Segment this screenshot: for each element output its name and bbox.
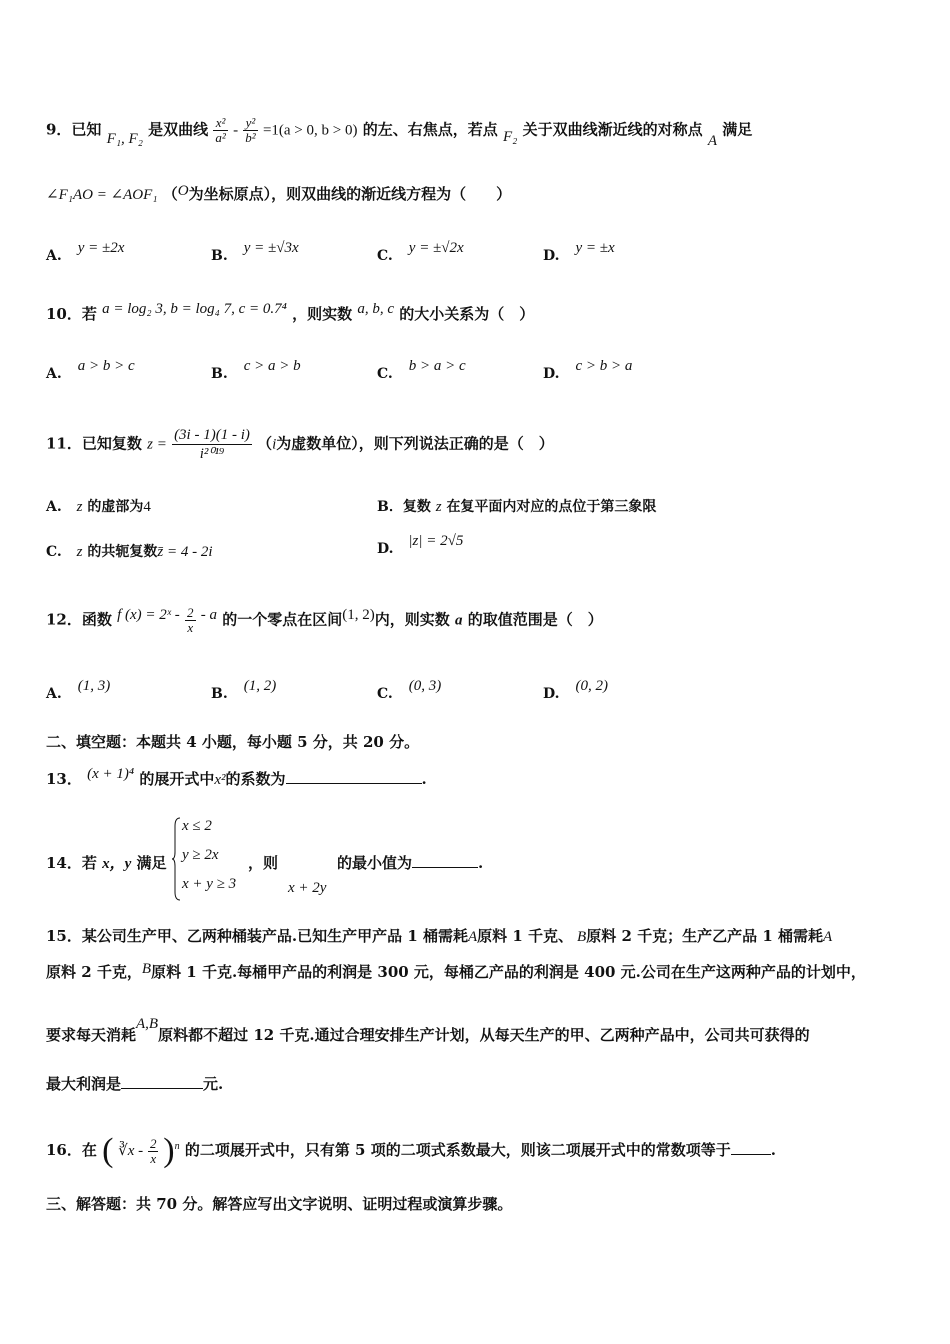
q12-option-d[interactable] xyxy=(543,678,609,703)
option-label: C. xyxy=(377,686,393,702)
brace-icon xyxy=(172,816,182,902)
q11-option-c[interactable]: C. z 的共轭复数z̄ = 4 - 2i xyxy=(46,544,213,560)
q16-stem: 16．在 ( ∛x - $\frac{2}{x}$ )$^n$ 的二项展开式中，只有第 5 项的二项式系数最大，则该二项展开式中的常数项等于 . xyxy=(46,1132,776,1169)
option-value: y = ±√2x xyxy=(408,240,464,256)
option-label: D. xyxy=(543,366,560,382)
q10-option-c[interactable] xyxy=(377,358,466,383)
q12-fraction: $\frac{2}{x}$ xyxy=(187,605,194,635)
q10-option-b[interactable] xyxy=(211,358,301,383)
q13-answer-blank[interactable] xyxy=(286,783,422,784)
q10-stem: 10．若 a = log₂ 3, b = log₄ 7, c = 0.7⁴ ，则实数 a, b, c 的大小关系为（ ） xyxy=(46,301,535,323)
q12-option-a[interactable] xyxy=(46,678,111,703)
q11-fraction: $\frac{(3i - 1)(1 - i)}{\text{i²⁰¹⁹}}$ xyxy=(174,427,250,462)
option-label: C. xyxy=(377,248,393,264)
q9-option-c[interactable] xyxy=(377,240,464,265)
option-value: b > a > c xyxy=(408,358,466,374)
q15-line4: 最大利润是 元. xyxy=(46,1075,224,1093)
q9-foci: F₁, F₂ xyxy=(106,130,143,147)
option-value: y = ±√3x xyxy=(243,240,299,256)
option-label: A. xyxy=(46,366,62,382)
q9-line1: 9．已知 F₁, F₂ 是双曲线 $\frac{\text{x²}}{\text{a²}}$ - $\frac{\text{y²}}{\text{b²}}$ =1(a > 0, b > 0) 的左、右焦点，若点 F₂ 关于双曲线渐近线的对称点 A 满足 xyxy=(46,115,753,149)
option-value: y = ±x xyxy=(575,240,615,256)
option-value: (1, 3) xyxy=(77,678,111,694)
q10-option-d[interactable] xyxy=(543,358,633,383)
q15-answer-blank[interactable] xyxy=(121,1088,203,1089)
option-value: (0, 3) xyxy=(408,678,442,694)
q11-option-a[interactable]: A. z 的虚部为4 xyxy=(46,499,151,515)
q14-constraints: x ≤ 2 y ≥ 2x x + y ≥ 3 xyxy=(172,816,242,902)
q15-line3: 要求每天消耗A,B原料都不超过 12 千克.通过合理安排生产计划，从每天生产的甲、乙两种产品中，公司共可获得的 xyxy=(46,1016,810,1044)
option-value: (1, 2) xyxy=(243,678,277,694)
option-label: D. xyxy=(543,248,560,264)
option-label: D. xyxy=(543,686,560,702)
q11-stem: 11．已知复数 z = $\frac{(3i - 1)(1 - i)}{\text{i²⁰¹⁹}}$ （i为虚数单位），则下列说法正确的是（ ） xyxy=(46,427,554,462)
q14-tail: 的最小值为 . xyxy=(337,854,484,872)
q9-fraction-y: $\frac{\text{y²}}{\text{b²}}$ xyxy=(245,115,256,145)
q16-binomial: ( ∛x - $\frac{2}{x}$ )$^n$ xyxy=(102,1132,180,1169)
option-label: A. xyxy=(46,686,62,702)
option-value: c > b > a xyxy=(575,358,633,374)
q9-option-d[interactable] xyxy=(543,240,615,265)
q15-line2: 原料 2 千克，B原料 1 千克.每桶甲产品的利润是 300 元，每桶乙产品的利润是 400 元.公司在生产这两种产品的计划中， xyxy=(46,961,866,981)
q14-answer-blank[interactable] xyxy=(412,867,478,868)
option-label: A. xyxy=(46,248,62,264)
q9-eq: =1(a > 0, b > 0) xyxy=(262,122,358,139)
option-value: a > b > c xyxy=(77,358,135,374)
q12-option-c[interactable] xyxy=(377,678,442,703)
q9-option-b[interactable] xyxy=(211,240,299,265)
q14-stem: 14．若 x，y 满足 xyxy=(46,854,167,872)
q12-stem: 12．函数 f (x) = 2ˣ - $\frac{2}{x}$ - a 的一个零点在区间(1, 2)内，则实数 a 的取值范围是（ ） xyxy=(46,605,603,635)
q16-answer-blank[interactable] xyxy=(731,1154,771,1155)
option-value: c > a > b xyxy=(243,358,301,374)
q10-expr: a = log₂ 3, b = log₄ 7, c = 0.7⁴ xyxy=(102,301,287,317)
q10-option-a[interactable] xyxy=(46,358,135,383)
q9-line2: ∠F₁AO = ∠AOF₁ （O为坐标原点），则双曲线的渐近线方程为（ ） xyxy=(46,183,512,203)
q9-angle: ∠F₁AO = ∠AOF₁ xyxy=(46,187,158,203)
option-label: B. xyxy=(211,248,228,264)
q13-stem: 13． (x + 1)⁴ 的展开式中x²的系数为 . xyxy=(46,766,427,788)
q15-line1: 15．某公司生产甲、乙两种桶装产品.已知生产甲产品 1 桶需耗A原料 1 千克、 B原料 2 千克；生产乙产品 1 桶需耗A xyxy=(46,927,833,945)
option-label: B. xyxy=(211,686,228,702)
q14-then: ，则 xyxy=(248,854,279,872)
q11-option-d[interactable]: D. |z| = 2√5 xyxy=(377,533,464,557)
option-value: y = ±2x xyxy=(77,240,125,256)
q12-option-b[interactable] xyxy=(211,678,277,703)
section-2-heading: 二、填空题：本题共 4 小题，每小题 5 分，共 20 分。 xyxy=(46,733,420,751)
q9-fraction-x: $\frac{\text{x²}}{\text{a²}}$ xyxy=(215,115,226,145)
q14-objective: x + 2y xyxy=(288,880,327,896)
q9-option-a[interactable] xyxy=(46,240,125,265)
option-value: (0, 2) xyxy=(575,678,609,694)
option-label: B. xyxy=(211,366,228,382)
q11-option-b[interactable]: B．复数 z 在复平面内对应的点位于第三象限 xyxy=(377,499,657,515)
option-label: C. xyxy=(377,366,393,382)
section-3-heading: 三、解答题：共 70 分。解答应写出文字说明、证明过程或演算步骤。 xyxy=(46,1195,513,1213)
